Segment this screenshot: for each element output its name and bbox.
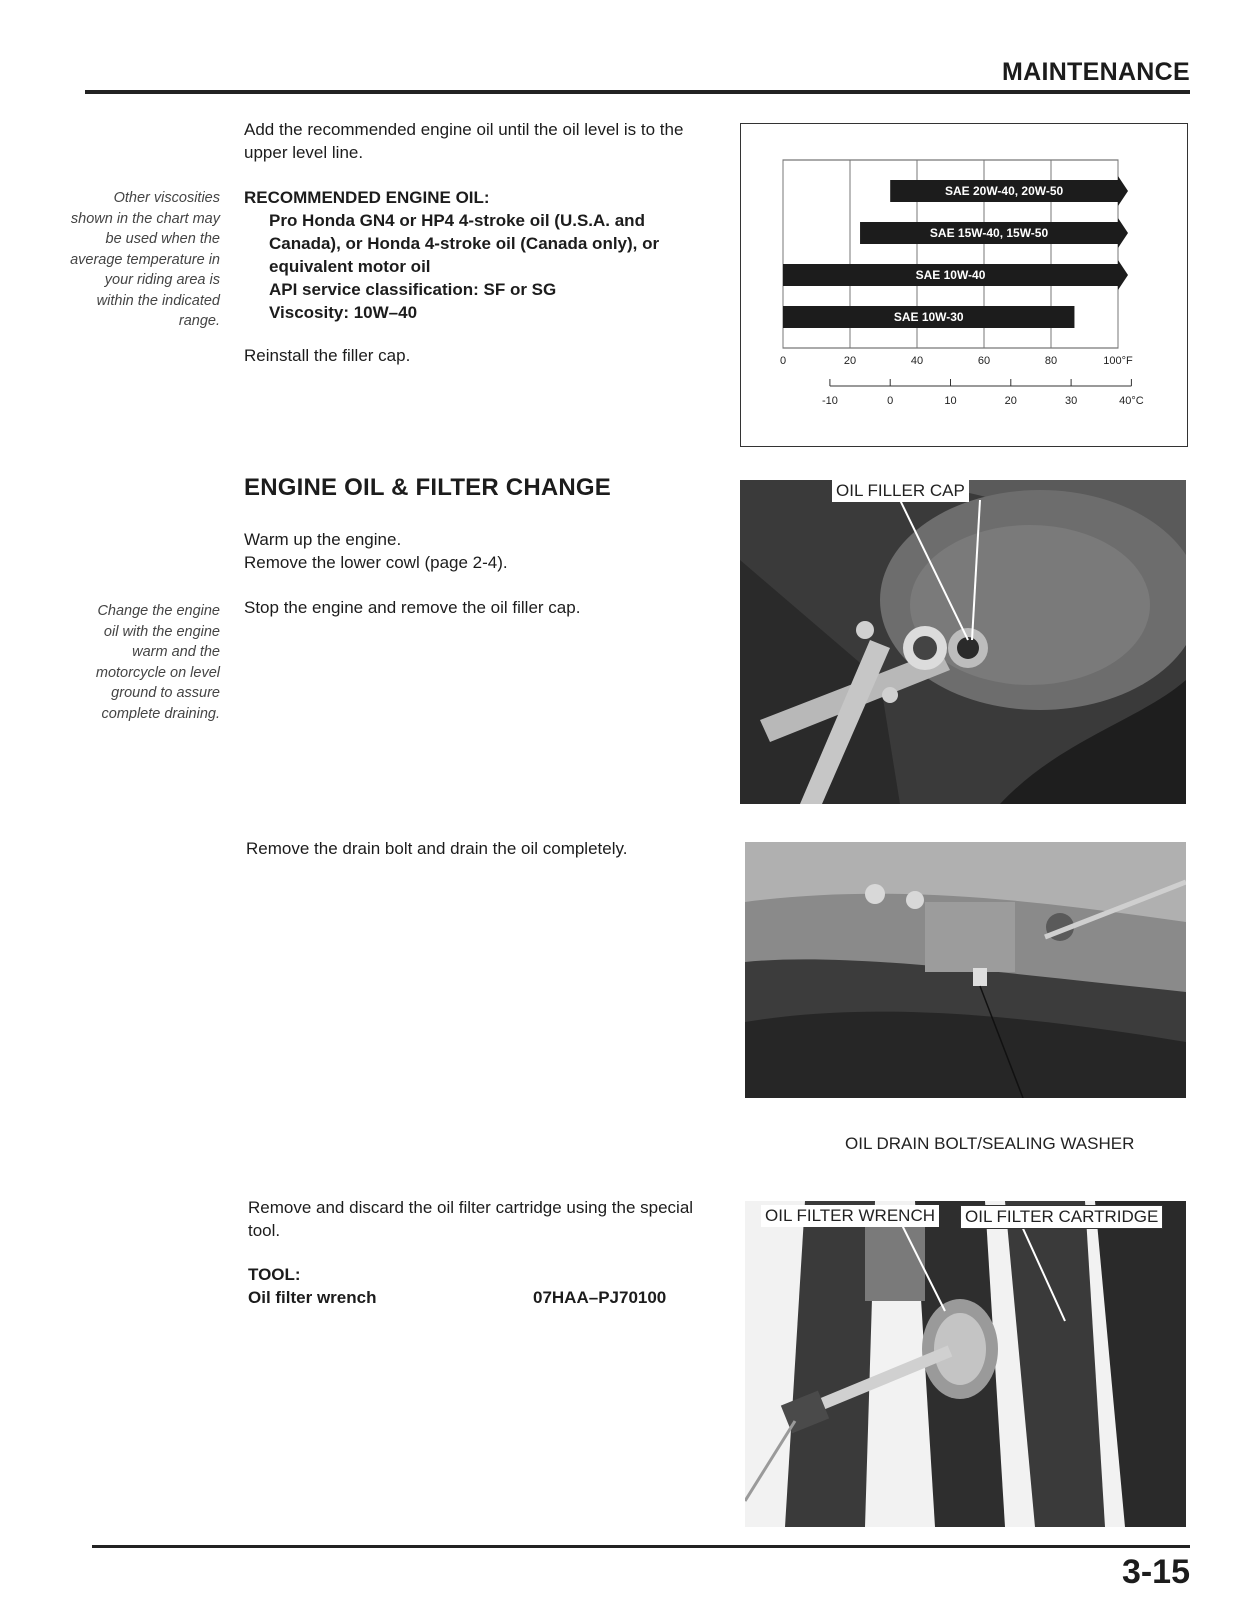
viscosity-bar-label: SAE 10W-30 [893, 310, 964, 324]
section-title: ENGINE OIL & FILTER CHANGE [244, 474, 611, 501]
oil-filter-photo [745, 1201, 1186, 1527]
step-remove-cowl: Remove the lower cowl (page 2-4). [244, 553, 508, 572]
engine-underside-illustration [745, 842, 1186, 1098]
chart-tick-label-c: 0 [887, 395, 894, 407]
step-drain-oil: Remove the drain bolt and drain the oil completely. [246, 839, 628, 858]
oil-level-instruction: Add the recommended engine oil until the oil level is to the upper level line. [244, 120, 684, 162]
step-stop-engine: Stop the engine and remove the oil filler cap. [244, 598, 581, 617]
viscosity-bar-label: SAE 10W-40 [915, 268, 986, 282]
recommended-oil-heading: RECOMMENDED ENGINE OIL: [244, 188, 490, 207]
recommended-oil-line: Canada), or Honda 4-stroke oil (Canada only), or [269, 234, 660, 253]
chart-tick-label-f: 20 [843, 355, 857, 367]
oil-filler-cap-photo [740, 480, 1186, 804]
chart-tick-label-f: 40 [910, 355, 924, 367]
chart-tick-label-c: 20 [1004, 395, 1017, 407]
tool-part-number: 07HAA–PJ70100 [533, 1288, 667, 1307]
page-number: 3-15 [1121, 1553, 1190, 1591]
oil-filter-wrench-label: OIL FILTER WRENCH [761, 1205, 939, 1227]
recommended-oil-line: Pro Honda GN4 or HP4 4-stroke oil (U.S.A. and [269, 211, 645, 230]
chart-tick-label-c: 10 [944, 395, 957, 407]
chart-tick-label-f: 80 [1044, 355, 1058, 367]
chart-tick-label-c: -10 [821, 395, 838, 407]
viscosity-bar-label: SAE 15W-40, 15W-50 [929, 226, 1049, 240]
viscosity-chart-svg [741, 124, 1187, 446]
viscosity-side-note: Other viscosities shown in the chart may be used when the average temperature in your riding area is within the indicated range. [70, 190, 220, 329]
viscosity-line: Viscosity: 10W–40 [269, 303, 418, 322]
drain-bolt-photo [745, 842, 1186, 1098]
step-remove-filter: Remove and discard the oil filter cartridge using the special tool. [248, 1198, 694, 1240]
header-rule [85, 90, 1190, 94]
engine-side-illustration [740, 480, 1186, 804]
chart-tick-label-f: 60 [977, 355, 991, 367]
recommended-oil-line: equivalent motor oil [269, 257, 431, 276]
warm-engine-side-note: Change the engine oil with the engine warm and the motorcycle on level ground to assure complete draining. [95, 603, 220, 722]
recommended-oil-block [244, 186, 719, 324]
api-classification-line: API service classification: SF or SG [269, 280, 557, 299]
chart-tick-label-c: 30 [1064, 395, 1078, 407]
oil-filter-illustration [745, 1201, 1186, 1527]
tool-name: Oil filter wrench [248, 1288, 377, 1307]
chart-tick-label-c: 40°C [1119, 395, 1144, 407]
footer-rule [92, 1545, 1190, 1548]
step-warm-up: Warm up the engine. [244, 530, 402, 549]
oil-filler-cap-label: OIL FILLER CAP [832, 480, 969, 502]
chart-tick-label-f: 0 [779, 355, 787, 367]
warm-up-steps [244, 528, 704, 574]
page-header-title: MAINTENANCE [1001, 58, 1190, 86]
reinstall-filler-cap-text: Reinstall the filler cap. [244, 346, 411, 365]
oil-drain-bolt-label: OIL DRAIN BOLT/SEALING WASHER [845, 1134, 1135, 1153]
oil-filter-cartridge-label: OIL FILTER CARTRIDGE [960, 1205, 1163, 1229]
viscosity-chart [740, 123, 1188, 447]
tool-heading: TOOL: [248, 1265, 301, 1284]
viscosity-bar-label: SAE 20W-40, 20W-50 [944, 184, 1064, 198]
chart-tick-label-f: 100°F [1103, 355, 1133, 367]
